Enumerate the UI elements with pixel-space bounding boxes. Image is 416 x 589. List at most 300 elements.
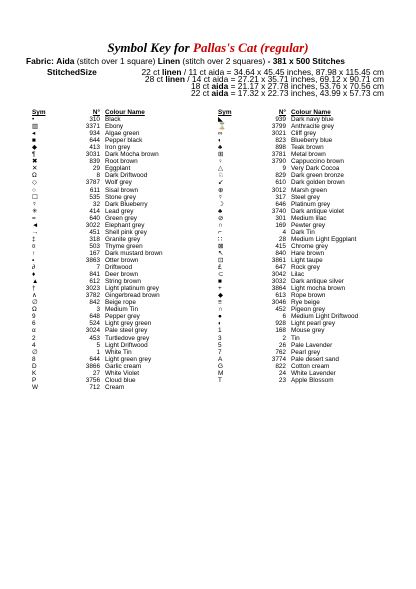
- thread-number: 3799: [271, 123, 286, 131]
- table-row: [32, 130, 215, 137]
- table-row: [218, 335, 401, 342]
- thread-number: 898: [275, 144, 286, 152]
- table-row: [218, 250, 401, 257]
- header-num: N°: [92, 109, 100, 116]
- fabric-line: [26, 56, 345, 66]
- thread-number: 762: [275, 348, 286, 356]
- symbol-glyph: ∧: [32, 292, 37, 300]
- colour-name: Apple Blossom: [291, 376, 334, 384]
- size-count: 22 ct: [141, 67, 160, 77]
- table-row: [32, 165, 215, 172]
- colour-name: Pale desert sand: [291, 355, 339, 363]
- thread-number: 644: [89, 137, 100, 145]
- stitched-size-list: [141, 67, 385, 99]
- thread-number: 647: [275, 264, 286, 272]
- thread-number: 823: [275, 137, 286, 145]
- table-row: [32, 116, 215, 123]
- table-row: [218, 370, 401, 377]
- thread-number: 3781: [271, 151, 286, 159]
- thread-number: 1: [96, 348, 100, 356]
- thread-number: 3042: [271, 271, 286, 279]
- thread-number: 648: [89, 313, 100, 321]
- stitch-count: - 381 x 500 Stitches: [267, 56, 345, 66]
- thread-number: 310: [89, 116, 100, 124]
- thread-number: 414: [89, 207, 100, 215]
- colour-name: Light taupe: [291, 256, 323, 264]
- symbol-glyph: ▲: [32, 278, 39, 286]
- thread-number: 3371: [85, 123, 100, 131]
- table-row: [32, 320, 215, 327]
- thread-number: 3861: [271, 256, 286, 264]
- symbol-glyph: 6: [32, 320, 36, 328]
- thread-number: 3031: [85, 151, 100, 159]
- symbol-glyph: ⊘: [218, 214, 224, 222]
- symbol-glyph: 3: [218, 334, 222, 342]
- stitched-size-row: [142, 88, 385, 99]
- colour-name: Tin: [291, 334, 300, 342]
- thread-number: 644: [89, 355, 100, 363]
- table-row: [32, 123, 215, 130]
- symbol-glyph: ○: [32, 186, 36, 194]
- table-row: [32, 384, 215, 391]
- symbol-glyph: Ω: [32, 172, 37, 180]
- colour-name: Light pearl grey: [291, 320, 336, 328]
- colour-name: Wolf grey: [105, 179, 132, 187]
- symbol-glyph: ∅: [32, 299, 38, 307]
- header-sym: Sym: [32, 109, 46, 116]
- symbol-glyph: K: [32, 369, 37, 377]
- colour-name: Dark antique violet: [291, 207, 344, 215]
- colour-name: Medium lilac: [291, 214, 327, 222]
- colour-name: Turtledove grey: [105, 334, 150, 342]
- symbol-glyph: ¶: [32, 151, 36, 159]
- symbol-glyph: ∩: [218, 306, 223, 314]
- colour-name: White Violet: [105, 369, 139, 377]
- symbol-glyph: +: [218, 285, 222, 293]
- header-name: Colour Name: [291, 109, 331, 116]
- colour-name: White Tin: [105, 348, 132, 356]
- colour-name: Light grey green: [105, 320, 152, 328]
- size-fabric: aida: [211, 81, 229, 92]
- thread-number: 3024: [85, 327, 100, 335]
- symbol-glyph: ◂: [32, 130, 36, 138]
- colour-name: Otter brown: [105, 256, 139, 264]
- table-row: [32, 179, 215, 186]
- colour-name: Dark navy blue: [291, 116, 334, 124]
- thread-number: 301: [275, 214, 286, 222]
- colour-name: Chrome grey: [291, 242, 328, 250]
- colour-name: Cappuccino brown: [291, 158, 344, 166]
- symbol-glyph: T: [218, 376, 222, 384]
- colour-name: Cliff grey: [291, 130, 317, 138]
- symbol-glyph: £: [218, 264, 222, 272]
- colour-name: Platinum grey: [291, 200, 331, 208]
- table-row: [32, 292, 215, 299]
- colour-name: Anthracite grey: [291, 123, 334, 131]
- thread-number: 9: [282, 165, 286, 173]
- thread-number: 5: [96, 341, 100, 349]
- thread-number: 3046: [271, 299, 286, 307]
- colour-name: Gingerbread brown: [105, 292, 160, 300]
- colour-name: Thyme green: [105, 242, 143, 250]
- colour-name: Sisal brown: [105, 186, 139, 194]
- thread-number: 167: [89, 249, 100, 257]
- thread-number: 7: [96, 264, 100, 272]
- table-row: [218, 116, 401, 123]
- table-row: [32, 236, 215, 243]
- size-count: 28 ct: [144, 74, 164, 85]
- table-row: [218, 327, 401, 334]
- table-row: [32, 342, 215, 349]
- table-row: [32, 201, 215, 208]
- colour-name: Light Driftwood: [105, 341, 148, 349]
- colour-name: Medium Tin: [105, 306, 139, 314]
- symbol-glyph: 2: [32, 334, 36, 342]
- colour-name: Driftwood: [105, 264, 132, 272]
- colour-name: Garlic cream: [105, 362, 142, 370]
- symbol-glyph: ☽: [218, 200, 224, 208]
- colour-name: Light mocha brown: [291, 285, 345, 293]
- table-row: [32, 229, 215, 236]
- thread-number: 23: [278, 376, 286, 384]
- colour-name: Shell pink grey: [105, 228, 147, 236]
- table-row: [218, 215, 401, 222]
- colour-name: Rye beige: [291, 299, 320, 307]
- table-row: [32, 250, 215, 257]
- symbol-glyph: ♣: [218, 144, 223, 152]
- thread-number: 3021: [271, 130, 286, 138]
- colour-name: Pepper black: [105, 137, 143, 145]
- table-row: [32, 243, 215, 250]
- colour-name: String brown: [105, 278, 141, 286]
- table-row: [218, 306, 401, 313]
- symbol-glyph: ◐: [218, 320, 222, 328]
- colour-name: Light green grey: [105, 355, 152, 363]
- thread-number: 27: [92, 369, 100, 377]
- table-row: [218, 377, 401, 384]
- size-count: 22 ct: [190, 88, 210, 99]
- symbol-glyph: ↖: [218, 249, 224, 257]
- size-fabric: linen: [165, 74, 185, 85]
- size-count: 18 ct: [190, 81, 210, 92]
- symbol-glyph: A: [218, 355, 223, 363]
- size-dimensions: / 14 ct aida = 27.21 x 35.71 inches, 69.12 x 90.71 cm: [187, 74, 384, 85]
- symbol-glyph: ↑: [32, 249, 36, 257]
- symbol-glyph: ▪: [32, 256, 35, 264]
- header-num: N°: [278, 109, 286, 116]
- colour-name: Elephant grey: [105, 221, 145, 229]
- fabric-linen: Linen: [157, 56, 181, 66]
- thread-number: 3012: [271, 186, 286, 194]
- thread-number: 524: [89, 320, 100, 328]
- size-dimensions: = 21.17 x 27.78 inches, 53.76 x 70.56 cm: [230, 81, 384, 92]
- symbol-glyph: ☿: [218, 193, 223, 201]
- stitched-size-row: [141, 67, 385, 77]
- thread-number: 3032: [271, 278, 286, 286]
- symbol-glyph: ¤: [32, 242, 36, 250]
- symbol-glyph: ∅: [32, 348, 38, 356]
- thread-number: 535: [89, 193, 100, 201]
- symbol-glyph: ●: [218, 313, 222, 321]
- thread-number: 28: [278, 235, 286, 243]
- thread-number: 413: [89, 144, 100, 152]
- table-row: [32, 172, 215, 179]
- size-dimensions: / 11 ct aida = 34.64 x 45.45 inches, 87.98 x 115.45 cm: [183, 67, 384, 77]
- thread-number: 646: [275, 200, 286, 208]
- table-row: [218, 243, 401, 250]
- table-row: [218, 313, 401, 320]
- symbol-glyph: ◄: [32, 221, 39, 229]
- thread-number: 32: [92, 200, 100, 208]
- table-row: [218, 257, 401, 264]
- thread-number: 612: [89, 278, 100, 286]
- header-sym: Sym: [218, 109, 232, 116]
- table-row: [218, 292, 401, 299]
- symbol-glyph: ☐: [32, 193, 38, 201]
- thread-number: 928: [275, 320, 286, 328]
- symbol-glyph: ✕: [32, 165, 38, 173]
- thread-number: 452: [275, 306, 286, 314]
- colour-name: Dark mustard brown: [105, 249, 163, 257]
- page-title: [0, 40, 416, 56]
- symbol-glyph: W: [32, 383, 39, 391]
- stitched-size-row: [142, 74, 385, 85]
- title-prefix: Symbol Key for: [107, 40, 190, 55]
- thread-number: 3: [96, 306, 100, 314]
- colour-name: Lead grey: [105, 207, 134, 215]
- symbol-table-left: [32, 109, 215, 391]
- colour-name: Cotton cream: [291, 362, 330, 370]
- colour-name: Light platinum grey: [105, 285, 159, 293]
- colour-name: Rock grey: [291, 264, 320, 272]
- colour-name: Medium Light Eggplant: [291, 235, 357, 243]
- colour-name: Pewter grey: [291, 221, 326, 229]
- thread-number: 3022: [85, 221, 100, 229]
- thread-number: 2: [282, 334, 286, 342]
- symbol-glyph: ∞: [218, 130, 223, 138]
- symbol-glyph: 4: [32, 341, 36, 349]
- symbol-glyph: ♘: [218, 172, 224, 180]
- table-row: [218, 187, 401, 194]
- table-row: [32, 257, 215, 264]
- table-row: [218, 194, 401, 201]
- symbol-glyph: ♀: [218, 158, 223, 166]
- symbol-glyph: D: [32, 362, 37, 370]
- thread-number: 8: [96, 172, 100, 180]
- symbol-glyph: ◆: [218, 292, 223, 300]
- thread-number: 3774: [271, 355, 286, 363]
- colour-name: Dark Mocha brown: [105, 151, 159, 159]
- colour-name: Cream: [105, 383, 125, 391]
- table-row: [218, 130, 401, 137]
- fabric-aida-note: (stitch over 1 square): [76, 56, 156, 66]
- thread-number: 4: [282, 228, 286, 236]
- table-row: [32, 187, 215, 194]
- thread-number: 939: [275, 116, 286, 124]
- table-row: [218, 264, 401, 271]
- table-row: [218, 123, 401, 130]
- table-row: [32, 194, 215, 201]
- thread-number: 3740: [271, 207, 286, 215]
- colour-name: Blueberry blue: [291, 137, 333, 145]
- thread-number: 317: [275, 193, 286, 201]
- table-row: [32, 208, 215, 215]
- stitched-size-label: StitchedSize: [47, 67, 97, 77]
- colour-name: Mouse grey: [291, 327, 325, 335]
- colour-name: Dark Blueberry: [105, 200, 148, 208]
- table-row: [32, 151, 215, 158]
- symbol-table-right: [218, 109, 401, 384]
- symbol-glyph: ✳: [32, 207, 38, 215]
- table-row: [32, 363, 215, 370]
- thread-number: 6: [282, 313, 286, 321]
- symbol-glyph: ∩: [218, 221, 223, 229]
- table-row: [32, 158, 215, 165]
- colour-name: Granite grey: [105, 235, 141, 243]
- thread-number: 415: [275, 242, 286, 250]
- symbol-glyph: ◇: [32, 179, 37, 187]
- size-dimensions: = 17.32 x 22.73 inches, 43.99 x 57.73 cm: [230, 88, 384, 99]
- table-row: [32, 306, 215, 313]
- table-row: [32, 137, 215, 144]
- table-row: [218, 271, 401, 278]
- table-row: [218, 342, 401, 349]
- symbol-glyph: ⊞: [218, 151, 224, 159]
- colour-name: Pepper grey: [105, 313, 140, 321]
- colour-name: Root brown: [105, 158, 138, 166]
- table-row: [32, 327, 215, 334]
- thread-number: 640: [89, 214, 100, 222]
- pattern-name: Pallas's Cat (regular): [193, 40, 309, 55]
- table-row: [32, 285, 215, 292]
- table-header: [32, 109, 215, 116]
- symbol-glyph: ∷: [218, 235, 223, 243]
- table-row: [218, 299, 401, 306]
- symbol-glyph: ♦: [32, 271, 36, 279]
- colour-name: Metal brown: [291, 151, 326, 159]
- symbol-glyph: ≡: [218, 299, 222, 307]
- table-row: [218, 285, 401, 292]
- size-fabric: linen: [162, 67, 182, 77]
- colour-name: Very Dark Cocoa: [291, 165, 340, 173]
- table-row: [218, 137, 401, 144]
- colour-name: Pigeon grey: [291, 306, 326, 314]
- symbol-glyph: α: [32, 327, 36, 335]
- colour-name: Pearl grey: [291, 348, 321, 356]
- symbol-glyph: ⊡: [218, 256, 224, 264]
- fabric-linen-note: (stitch over 2 squares): [182, 56, 266, 66]
- colour-name: Pale Lavender: [291, 341, 333, 349]
- table-row: [32, 299, 215, 306]
- table-row: [218, 144, 401, 151]
- colour-name: Dark golden brown: [291, 179, 345, 187]
- colour-name: Green grey: [105, 214, 137, 222]
- colour-name: Cloud blue: [105, 376, 136, 384]
- colour-name: Dark green bronze: [291, 172, 344, 180]
- symbol-glyph: ◣: [218, 116, 223, 124]
- symbol-glyph: ⊠: [218, 242, 224, 250]
- symbol-glyph: 7: [218, 348, 222, 356]
- symbol-glyph: ◆: [32, 144, 37, 152]
- table-row: [218, 201, 401, 208]
- table-header: [218, 109, 401, 116]
- table-row: [218, 236, 401, 243]
- symbol-glyph: 8: [32, 355, 36, 363]
- symbol-glyph: •: [32, 116, 35, 124]
- thread-number: 842: [89, 299, 100, 307]
- colour-name: Medium Light Driftwood: [291, 313, 359, 321]
- thread-number: 840: [275, 249, 286, 257]
- colour-name: Deer brown: [105, 271, 139, 279]
- thread-number: 453: [89, 334, 100, 342]
- thread-number: 839: [89, 158, 100, 166]
- colour-name: Pale steel grey: [105, 327, 148, 335]
- colour-name: Teak brown: [291, 144, 324, 152]
- colour-name: Rope brown: [291, 292, 326, 300]
- symbol-glyph: ⊂: [218, 271, 224, 279]
- table-row: [32, 313, 215, 320]
- symbol-glyph: P: [32, 376, 37, 384]
- symbol-glyph: 1: [218, 327, 222, 335]
- symbol-glyph: △: [218, 165, 223, 173]
- header-name: Colour Name: [105, 109, 145, 116]
- table-row: [218, 151, 401, 158]
- thread-number: 503: [89, 242, 100, 250]
- table-row: [218, 172, 401, 179]
- symbol-glyph: ▥: [32, 123, 39, 131]
- thread-number: 712: [89, 383, 100, 391]
- symbol-glyph: ↙: [218, 179, 224, 187]
- table-row: [218, 158, 401, 165]
- table-row: [32, 335, 215, 342]
- table-row: [218, 349, 401, 356]
- thread-number: 3756: [85, 376, 100, 384]
- symbol-glyph: ♣: [218, 207, 223, 215]
- thread-number: 451: [89, 228, 100, 236]
- table-row: [32, 370, 215, 377]
- thread-number: 3863: [85, 256, 100, 264]
- fabric-label: Fabric:: [26, 56, 54, 66]
- table-row: [218, 278, 401, 285]
- symbol-glyph: 9: [32, 313, 36, 321]
- symbol-glyph: ✖: [32, 158, 38, 166]
- table-row: [32, 222, 215, 229]
- thread-number: 841: [89, 271, 100, 279]
- table-row: [32, 144, 215, 151]
- thread-number: 3864: [271, 285, 286, 293]
- symbol-glyph: ◐: [218, 137, 222, 145]
- symbol-glyph: ‡: [32, 235, 36, 243]
- colour-name: Dark Tin: [291, 228, 315, 236]
- colour-name: Stone grey: [105, 193, 136, 201]
- table-row: [218, 356, 401, 363]
- thread-number: 169: [275, 221, 286, 229]
- table-row: [218, 179, 401, 186]
- symbol-glyph: ⌐: [218, 228, 222, 236]
- thread-number: 3782: [85, 292, 100, 300]
- colour-name: Steel grey: [291, 193, 320, 201]
- colour-name: Ebony: [105, 123, 124, 131]
- symbol-glyph: 5: [218, 341, 222, 349]
- colour-name: Eggplant: [105, 165, 131, 173]
- thread-number: 3866: [85, 362, 100, 370]
- thread-number: 24: [278, 369, 286, 377]
- symbol-glyph: ■: [218, 278, 222, 286]
- colour-name: Algae green: [105, 130, 140, 138]
- size-fabric: aida: [211, 88, 229, 99]
- table-row: [218, 229, 401, 236]
- thread-number: 168: [275, 327, 286, 335]
